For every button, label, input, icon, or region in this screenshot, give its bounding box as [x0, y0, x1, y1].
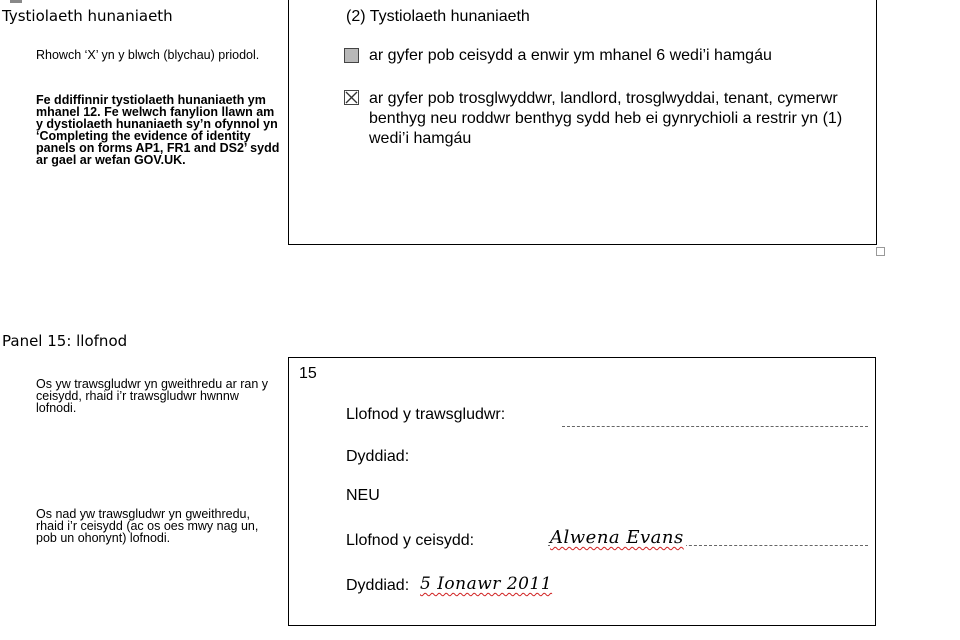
or-label: NEU	[346, 487, 380, 504]
applicant-evidence-label: ar gyfer pob ceisydd a enwir ym mhanel 6 wedi’i hamgáu	[369, 47, 772, 64]
conveyancer-signature-field[interactable]	[562, 426, 868, 427]
conveyancer-note: Os yw trawsgludwr yn gweithredu ar ran y ceisydd, rhaid i’r trawsgludwr hwnnw lofnodi.	[36, 377, 269, 415]
signature-panel-heading: Panel 15: llofnod	[2, 332, 128, 350]
applicant-signature: Alwena Evans	[550, 527, 684, 548]
date-value: 5 Ionawr 2011	[420, 574, 553, 594]
applicant-signature-label: Llofnod y ceisydd:	[346, 532, 475, 549]
resize-handle-icon	[876, 247, 885, 256]
cross-icon	[345, 91, 358, 104]
applicant-evidence-checkbox[interactable]	[344, 48, 359, 63]
no-conveyancer-note: Os nad yw trawsgludwr yn gweithredu, rhaid i’r ceisydd (ac os oes mwy nag un, pob un ohonynt) lofnodi.	[36, 507, 259, 545]
identity-box-title: (2) Tystiolaeth hunaniaeth	[346, 8, 530, 25]
date-label-1: Dyddiad:	[346, 448, 410, 465]
identity-heading: Tystiolaeth hunaniaeth	[2, 7, 173, 25]
party-evidence-label: ar gyfer pob trosglwyddwr, landlord, trosglwyddai, tenant, cymerwr benthyg neu roddwr benthyg sydd heb ei gynrychioli a restrir yn (1) wedi’i hamgáu	[369, 90, 843, 147]
conveyancer-signature-label: Llofnod y trawsgludwr:	[346, 406, 506, 423]
panel-number: 15	[299, 365, 317, 382]
identity-instruction: Rhowch ‘X’ yn y blwch (blychau) priodol.	[36, 48, 260, 62]
identity-bold-note: Fe ddiffinnir tystiolaeth hunaniaeth ym mhanel 12. Fe welwch fanylion llawn am y dystiolaeth hunaniaeth sy’n ofynnol yn ‘Completing the evidence of identity panels on forms AP1, FR1 and DS2’ sydd ar gael ar wefan GOV.UK.	[36, 93, 280, 167]
identity-top-mark	[10, 0, 22, 3]
party-evidence-checkbox[interactable]	[344, 90, 359, 105]
date-label-2: Dyddiad:	[346, 577, 410, 594]
